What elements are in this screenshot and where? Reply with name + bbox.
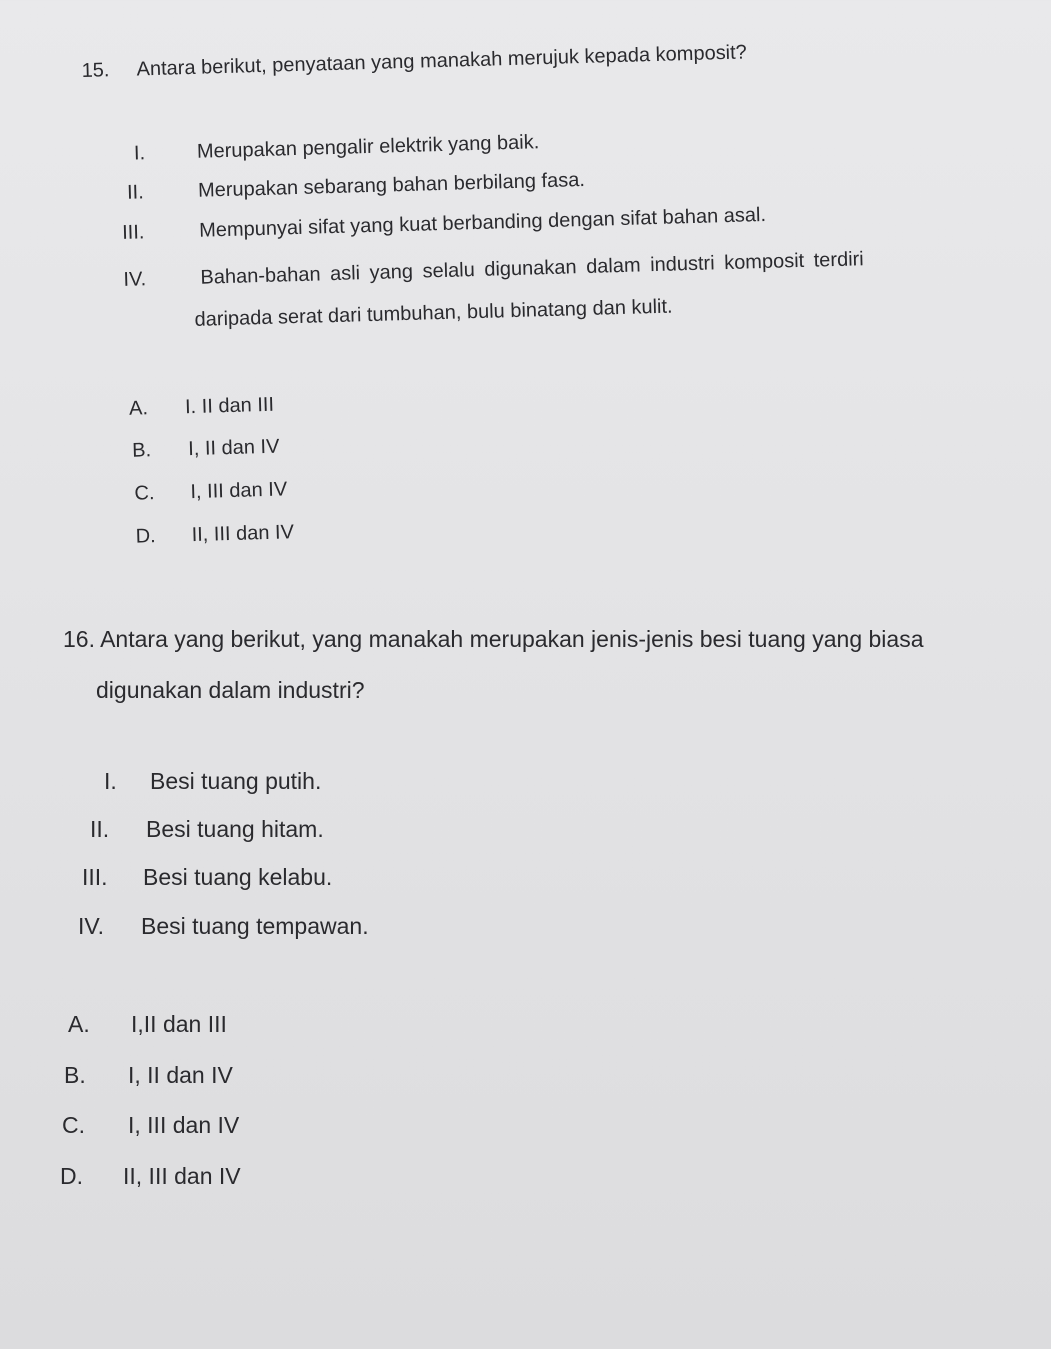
q15-option-c-text: I, III dan IV (190, 478, 288, 504)
q16-option-b-letter: B. (64, 1062, 86, 1088)
q15-option-d-text: II, III dan IV (191, 521, 295, 547)
q15-statement-4-roman: IV. (123, 268, 147, 291)
q16-option-b-text: I, II dan IV (128, 1062, 233, 1088)
q16-statement-1-text: Besi tuang putih. (150, 768, 322, 794)
q16-statement-2-text: Besi tuang hitam. (146, 816, 324, 842)
q15-option-b-letter: B. (131, 439, 152, 462)
q15-statement-1-roman: I. (133, 142, 146, 165)
q16-statement-2-roman: II. (90, 816, 110, 842)
q15-statement-3-text: Mempunyai sifat yang kuat berbanding dengan sifat bahan asal. (198, 203, 767, 242)
q16-statement-3-roman: III. (82, 864, 108, 890)
question-16-stem-line-2: digunakan dalam industri? (96, 677, 365, 703)
q15-statement-4-continued: daripada serat dari tumbuhan, bulu binatang dan kulit. (194, 295, 673, 331)
q16-option-a-letter: A. (68, 1011, 90, 1037)
question-15-text: Antara berikut, penyataan yang manakah merujuk kepada komposit? (136, 41, 748, 81)
question-16-stem-line-1: 16. Antara yang berikut, yang manakah merupakan jenis-jenis besi tuang yang biasa (63, 626, 924, 652)
q15-statement-2-text: Merupakan sebarang bahan berbilang fasa. (197, 168, 586, 202)
q16-option-d-text: II, III dan IV (123, 1163, 241, 1189)
q16-option-c-letter: C. (62, 1112, 85, 1138)
q16-option-d-letter: D. (60, 1163, 83, 1189)
q15-option-c-letter: C. (134, 482, 155, 505)
q16-option-c-text: I, III dan IV (128, 1112, 240, 1138)
q15-option-a-letter: A. (128, 397, 149, 420)
q15-statement-2-roman: II. (126, 181, 145, 204)
q15-option-a-text: I. II dan III (184, 393, 275, 419)
q15-option-b-text: I, II dan IV (187, 435, 280, 461)
q16-statement-1-roman: I. (104, 768, 117, 794)
q15-statement-1-text: Merupakan pengalir elektrik yang baik. (196, 131, 540, 163)
q15-option-d-letter: D. (135, 525, 156, 548)
q15-statement-3-roman: III. (121, 221, 145, 244)
question-15-number: 15. (81, 59, 110, 82)
q16-statement-3-text: Besi tuang kelabu. (143, 864, 333, 890)
q16-statement-4-text: Besi tuang tempawan. (141, 913, 369, 939)
q16-statement-4-roman: IV. (78, 913, 105, 939)
q15-statement-4-text: Bahan-bahan asli yang selalu digunakan dalam industri komposit terdiri (200, 248, 864, 289)
q16-option-a-text: I,II dan III (131, 1011, 227, 1037)
question-15-stem (81, 41, 747, 83)
question-15 (80, 0, 1040, 548)
